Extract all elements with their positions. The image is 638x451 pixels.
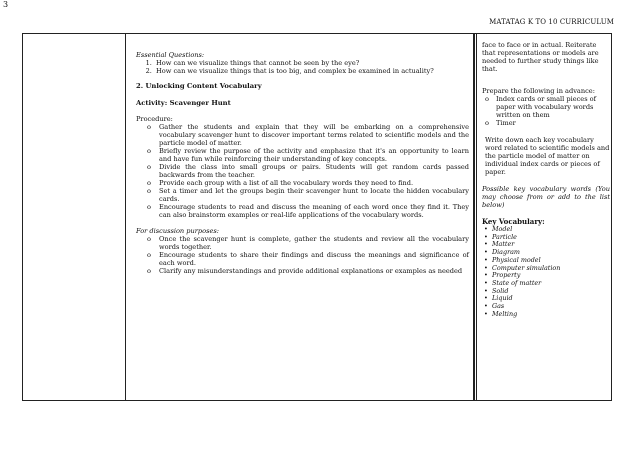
vocab-item: • Computer simulation (492, 265, 610, 273)
procedure-item: o Provide each group with a list of all the vocabulary words they need to find. (159, 179, 469, 187)
prepare-item: o Timer (496, 119, 610, 127)
vocab-item: • Diagram (492, 249, 610, 257)
vocab-item: • Property (492, 272, 610, 280)
procedure-item: o Briefly review the purpose of the activity and emphasize that it's an opportunity to learn and have fun while reinforcing their understanding of key concepts. (159, 147, 469, 163)
procedure-item: o Divide the class into small groups or pairs. Students will get random cards passed backwards from the teacher. (159, 163, 469, 179)
intro-note: face to face or in actual. Reiterate that representations or models are needed to further study things like that. (482, 41, 599, 73)
discussion-item: o Encourage students to share their findings and discuss the meanings and significance of each word. (159, 251, 469, 267)
essential-question: 1. How can we visualize things that cannot be seen by the eye? (154, 59, 469, 67)
procedure-item: o Encourage students to read and discuss the meaning of each word once they find it. They can also brainstorm examples or real-life applications of the vocabulary words. (159, 203, 469, 219)
main-content-column (136, 51, 469, 275)
notes-column (482, 41, 610, 318)
discussion-item: o Once the scavenger hunt is complete, gather the students and review all the vocabulary words together. (159, 235, 469, 251)
procedure-list (136, 123, 469, 219)
essential-questions-label: Essential Questions: (136, 51, 205, 59)
section-title: 2. Unlocking Content Vocabulary (136, 82, 262, 90)
key-vocabulary-label: Key Vocabulary: (482, 217, 545, 226)
prepare-label: Prepare the following in advance: (482, 87, 595, 95)
activity-title: Activity: Scavenger Hunt (136, 99, 231, 107)
prepare-list (482, 95, 610, 127)
discussion-label: For discussion purposes: (136, 227, 219, 235)
key-vocabulary-list (482, 226, 610, 318)
possible-vocab-note: Possible key vocabulary words (You may choose from or add to the list below) (482, 185, 610, 209)
vocab-item: • Matter (492, 241, 610, 249)
vocab-item: • Liquid (492, 295, 610, 303)
document-header: MATATAG K TO 10 CURRICULUM (489, 18, 614, 26)
vocab-item: • Gas (492, 303, 610, 311)
procedure-label: Procedure: (136, 115, 173, 123)
essential-question: 2. How can we visualize things that is too big, and complex be examined in actuality? (154, 67, 469, 75)
column-divider (125, 34, 126, 400)
write-down-note: Write down each key vocabulary word related to scientific models and the particle model of matter on individual index cards or pieces of paper. (485, 136, 610, 176)
discussion-list (136, 235, 469, 275)
procedure-item: o Set a timer and let the groups begin their scavenger hunt to locate the hidden vocabulary cards. (159, 187, 469, 203)
vocab-item: • Model (492, 226, 610, 234)
vocab-item: • Solid (492, 288, 610, 296)
page-number: 3 (3, 0, 9, 9)
column-divider (476, 34, 477, 400)
prepare-item: o Index cards or small pieces of paper with vocabulary words written on them (496, 95, 610, 119)
vocab-item: • Melting (492, 311, 610, 319)
lesson-table (22, 33, 612, 401)
column-divider (473, 34, 475, 400)
vocab-item: • Particle (492, 234, 610, 242)
vocab-item: • Physical model (492, 257, 610, 265)
procedure-item: o Gather the students and explain that they will be embarking on a comprehensive vocabulary scavenger hunt to discover important terms related to scientific models and the particle model of matter. (159, 123, 469, 147)
vocab-item: • State of matter (492, 280, 610, 288)
essential-questions-list (136, 59, 469, 75)
discussion-item: o Clarify any misunderstandings and provide additional explanations or examples as needed (159, 267, 469, 275)
